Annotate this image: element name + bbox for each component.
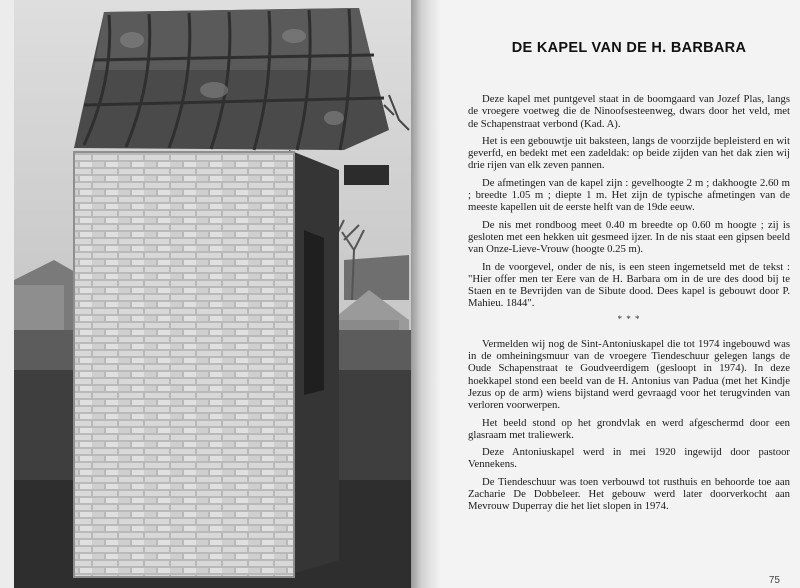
section-separator: * * * [617,313,641,324]
book-gutter [411,0,441,588]
article-body [468,93,790,518]
paragraph-8: Deze Antoniuskapel werd in mei 1920 ingewijd door pastoor Vennekens. [468,446,790,471]
paragraph-5: In de voorgevel, onder de nis, is een steen ingemetseld met de tekst : "Hier offer men ter Eere van de H. Barbara om in de ure des dood bij te Staen en te Bevrijden van de Sibute dood. Dees kapel is gebouwt door P. Mahieu. 1844". [468,260,790,310]
paragraph-9: De Tiendeschuur was toen verbouwd tot rusthuis en behoorde toe aan Zacharie De Dobbeleer. Het gebouw werd later doorverkocht aan Mevrouw Duperray die het liet slopen in 1974. [468,475,790,513]
page-title: DE KAPEL VAN DE H. BARBARA [511,40,747,56]
paragraph-2: Het is een gebouwtje uit baksteen, langs de voorzijde bepleisterd en wit geverfd, en bedekt met een zadeldak: op beide zijden van het dak zien wij drie rijen van elk zeven pannen. [468,134,790,172]
chapel-photo-image [14,0,411,588]
paragraph-1: Deze kapel met puntgevel staat in de boomgaard van Jozef Plas, langs de vroegere voetweg die de Ninoofsesteenweg, dwars door het veld, met de Schapenstraat verbond (Kad. A). [468,93,790,130]
page-number: 75 [768,575,780,586]
right-page [440,0,800,588]
chapel-photo [14,0,411,588]
paragraph-6: Vermelden wij nog de Sint-Antoniuskapel die tot 1974 ingebouwd was in de omheiningsmuur van de vroegere Tiendeschuur gelegen langs de Oude Schapenstraat te Goudveerdigem (gesloopt in 1974). In deze hoekkapel stond een beeld van de H. Antonius van Padua (met het Kindje Jezus op de arm) wiens bijstand werd gevraagd voor het terugvinden van verloren voorwerpen. [468,337,790,412]
paragraph-4: De nis met rondboog meet 0.40 m breedte op 0.60 m hoogte ; zij is gesloten met een hekken uit gesmeed ijzer. In de nis staat een gipsen beeld van Onze-Lieve-Vrouw (hoogte 0.25 m). [468,218,790,256]
paragraph-7: Het beeld stond op het grondvlak en werd afgeschermd door een glasraam met traliewerk. [468,416,790,441]
paragraph-3: De afmetingen van de kapel zijn : gevelhoogte 2 m ; dakhoogte 2.60 m ; breedte 1.05 m ; diepte 1 m. Het zijn de typische afmetingen van de meeste kapellen uit de eerste helft van de 19de eeuw. [468,176,790,214]
